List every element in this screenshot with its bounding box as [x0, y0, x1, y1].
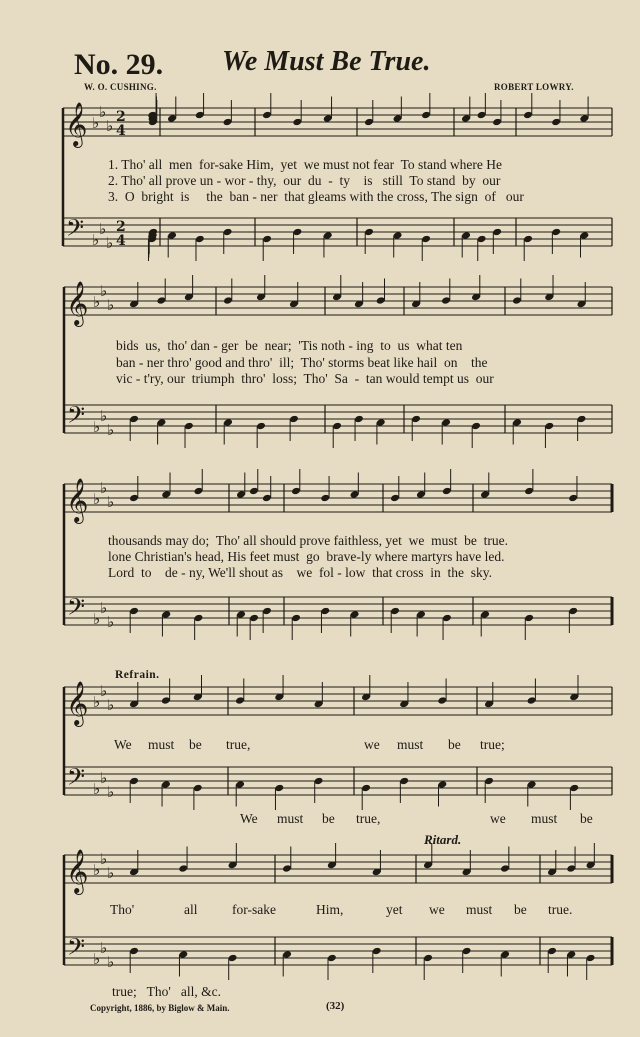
refrain-upper-word: be: [189, 737, 202, 752]
flat-icon: ♭: [106, 117, 114, 135]
bass-clef-icon: 𝄢: [67, 933, 86, 966]
flat-icon: ♭: [93, 780, 101, 798]
flat-icon: ♭: [93, 418, 101, 436]
flat-icon: ♭: [99, 220, 107, 238]
flat-icon: ♭: [107, 696, 115, 714]
flat-icon: ♭: [107, 953, 115, 971]
flat-icon: ♭: [93, 490, 101, 508]
refrain-lower-word: must: [277, 811, 304, 826]
refrain-lower-word: be: [580, 811, 593, 826]
system2-verse3: vic - t'ry, our triumph thro' loss; Tho' Sa - tan would tempt us our: [116, 371, 494, 386]
refrain-upper-word: be: [448, 737, 461, 752]
system5-word: we: [429, 902, 445, 917]
flat-icon: ♭: [93, 610, 101, 628]
bass-clef-icon: 𝄢: [67, 763, 86, 796]
lyricist-credit: W. O. CUSHING.: [84, 82, 157, 92]
refrain-upper-word: must: [148, 737, 175, 752]
system5-word: must: [466, 902, 493, 917]
flat-icon: ♭: [100, 282, 108, 300]
time-signature: 2: [116, 219, 126, 235]
flat-icon: ♭: [100, 407, 108, 425]
flat-icon: ♭: [107, 296, 115, 314]
bass-clef-icon: 𝄢: [67, 593, 86, 626]
hymn-title: We Must Be True.: [222, 46, 431, 77]
flat-icon: ♭: [100, 939, 108, 957]
composer-credit: ROBERT LOWRY.: [494, 82, 574, 92]
treble-clef-icon: 𝄞: [66, 849, 89, 893]
flat-icon: ♭: [93, 693, 101, 711]
refrain-lower-word: true,: [356, 811, 381, 826]
page-number: (32): [326, 1000, 345, 1012]
refrain-upper-word: must: [397, 737, 424, 752]
refrain-upper-word: We: [114, 737, 132, 752]
bass-clef-icon: 𝄢: [67, 401, 86, 434]
time-signature: 4: [116, 123, 126, 139]
flat-icon: ♭: [99, 103, 107, 121]
flat-icon: ♭: [93, 950, 101, 968]
flat-icon: ♭: [100, 682, 108, 700]
treble-clef-icon: 𝄞: [66, 478, 89, 522]
hymn-number: No. 29.: [74, 48, 164, 81]
refrain-lower-word: we: [490, 811, 506, 826]
bass-clef-icon: 𝄢: [66, 214, 85, 247]
flat-icon: ♭: [100, 850, 108, 868]
flat-icon: ♭: [100, 769, 108, 787]
treble-clef-icon: 𝄞: [65, 102, 88, 146]
system3-verse2: lone Christian's head, His feet must go brave-ly where martyrs have led.: [108, 549, 505, 564]
treble-clef-icon: 𝄞: [66, 681, 89, 725]
system2-verse1: bids us, tho' dan - ger be near; 'Tis noth - ing to us what ten: [116, 338, 463, 353]
refrain-upper-word: true;: [480, 737, 505, 752]
system1-verse3: 3. O bright is the ban - ner that gleams with the cross, The sign of our: [108, 189, 524, 204]
flat-icon: ♭: [107, 783, 115, 801]
system5-lower-words: true; Tho' all, &c.: [112, 984, 222, 999]
flat-icon: ♭: [92, 114, 100, 132]
time-signature: 2: [116, 109, 126, 125]
system3-verse1: thousands may do; Tho' all should prove faithless, yet we must be true.: [108, 533, 508, 548]
flat-icon: ♭: [106, 234, 114, 252]
refrain-upper-word: true,: [226, 737, 251, 752]
flat-icon: ♭: [100, 479, 108, 497]
refrain-lower-word: We: [240, 811, 258, 826]
flat-icon: ♭: [107, 864, 115, 882]
system5-word: be: [514, 902, 527, 917]
flat-icon: ♭: [93, 293, 101, 311]
system3-verse3: Lord to de - ny, We'll shout as we fol - low that cross in the sky.: [108, 565, 493, 580]
system5-word: true.: [548, 902, 573, 917]
system5-word: Him,: [316, 902, 344, 917]
ritard-marking: Ritard.: [424, 832, 462, 847]
treble-clef-icon: 𝄞: [66, 281, 89, 325]
system2-verse2: ban - ner thro' good and thro' ill; Tho' storms beat like hail on the: [116, 355, 488, 370]
refrain-upper-word: we: [364, 737, 380, 752]
flat-icon: ♭: [100, 599, 108, 617]
flat-icon: ♭: [92, 231, 100, 249]
flat-icon: ♭: [93, 861, 101, 879]
refrain-lower-word: must: [531, 811, 558, 826]
refrain-label: Refrain.: [115, 669, 160, 681]
system5-word: Tho': [110, 902, 135, 917]
flat-icon: ♭: [107, 613, 115, 631]
time-signature: 4: [116, 233, 126, 249]
system1-verse1: 1. Tho' all men for-sake Him, yet we must not fear To stand where He: [108, 157, 502, 172]
system5-word: yet: [386, 902, 403, 917]
flat-icon: ♭: [107, 421, 115, 439]
flat-icon: ♭: [107, 493, 115, 511]
copyright-notice: Copyright, 1886, by Biglow & Main.: [90, 1003, 230, 1013]
system5-word: for-sake: [232, 902, 276, 917]
refrain-lower-word: be: [322, 811, 335, 826]
system1-verse2: 2. Tho' all prove un - wor - thy, our du - ty is still To stand by our: [108, 173, 501, 188]
system5-word: all: [184, 902, 198, 917]
